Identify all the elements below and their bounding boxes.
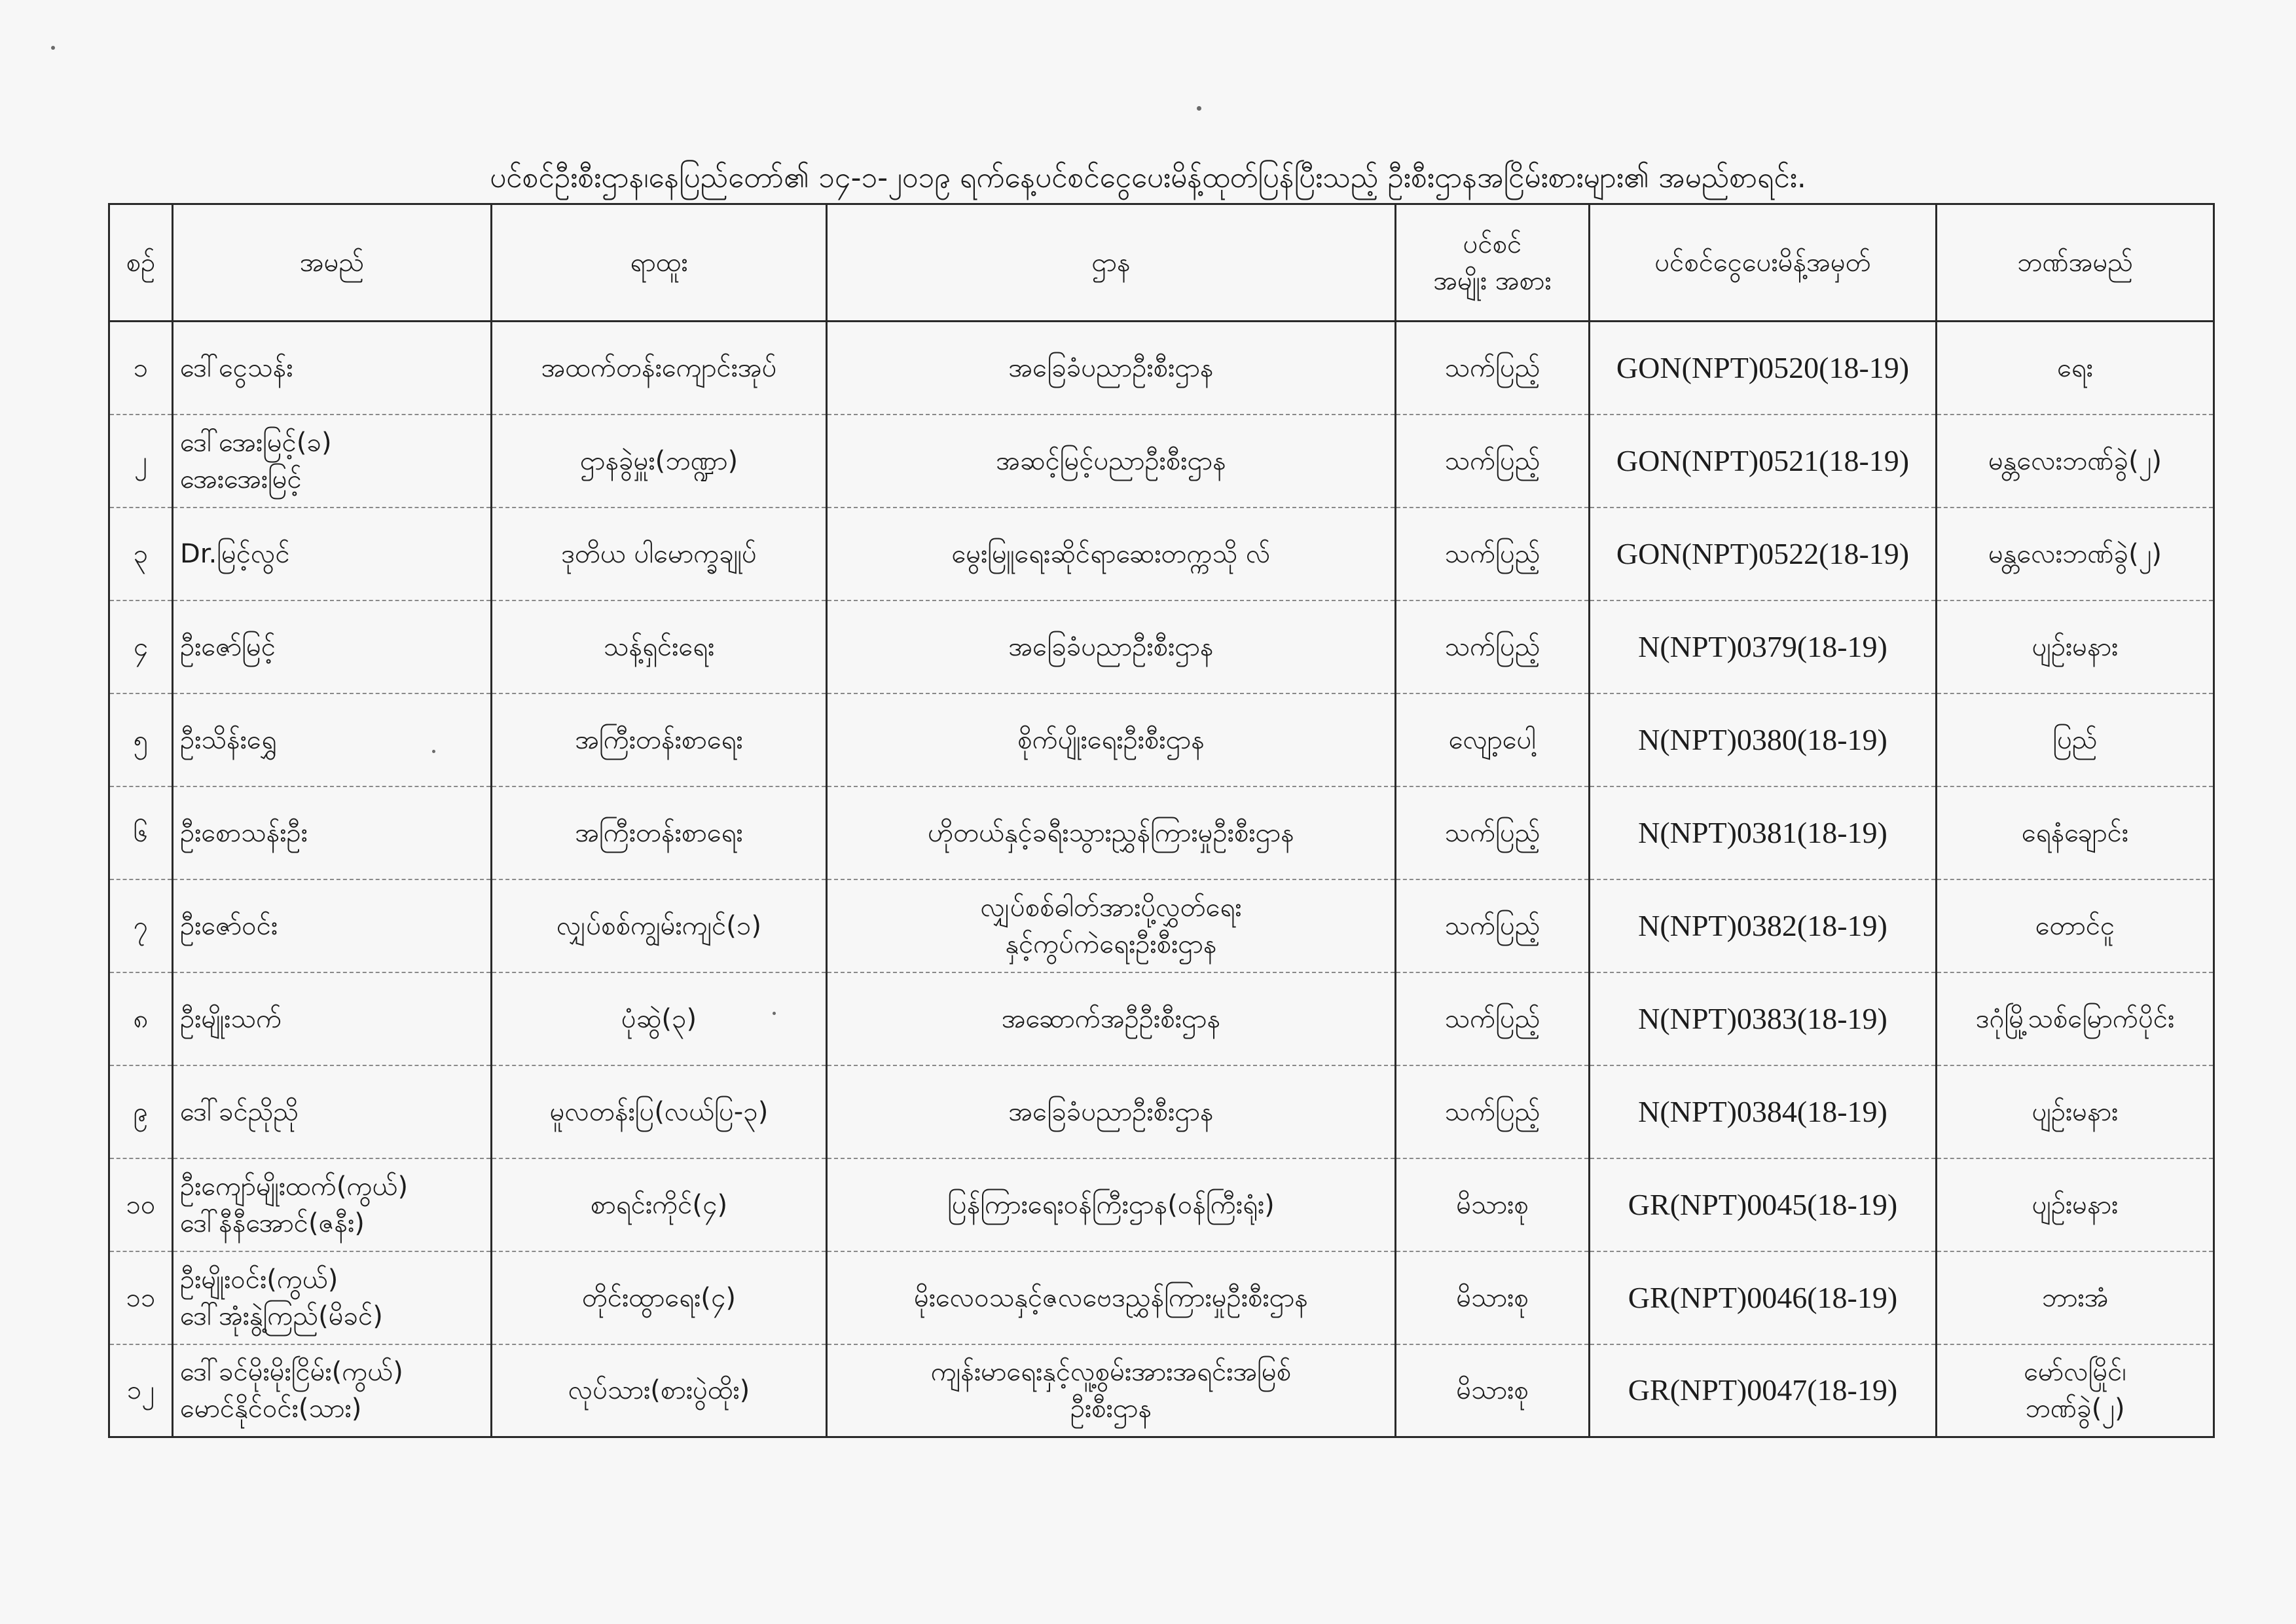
cell-serial: ၁၂ bbox=[109, 1344, 173, 1437]
cell-bank bbox=[1937, 507, 2214, 600]
cell-department bbox=[827, 1065, 1396, 1158]
cell-name-line: ဦးဇော်မြင့် bbox=[180, 631, 276, 662]
cell-bank-line: ရေး bbox=[2057, 352, 2093, 383]
cell-bank-line: ပျဉ်းမနား bbox=[2032, 1189, 2119, 1220]
cell-department-line: ကျန်းမာရေးနှင့်လူ့စွမ်းအားအရင်းအမြစ် bbox=[930, 1357, 1292, 1388]
cell-bank bbox=[1937, 1065, 2214, 1158]
cell-bank-line: ဘဏ်ခွဲ(၂) bbox=[2025, 1393, 2125, 1424]
header-license-number: ပင်စင်ငွေပေးမိန့်အမှတ် bbox=[1590, 204, 1937, 322]
scan-speck bbox=[432, 750, 435, 753]
cell-department bbox=[827, 693, 1396, 786]
cell-bank-line: မန္တလေးဘဏ်ခွဲ(၂) bbox=[1988, 445, 2162, 476]
cell-name bbox=[173, 693, 492, 786]
cell-name-line: အေးအေးမြင့် bbox=[180, 464, 302, 494]
cell-name bbox=[173, 1065, 492, 1158]
cell-bank bbox=[1937, 1344, 2214, 1437]
cell-name bbox=[173, 1344, 492, 1437]
cell-position bbox=[492, 1344, 827, 1437]
cell-license-number: N(NPT)0384(18-19) bbox=[1590, 1065, 1937, 1158]
header-position: ရာထူး bbox=[492, 204, 827, 322]
cell-department bbox=[827, 507, 1396, 600]
cell-department bbox=[827, 786, 1396, 879]
cell-department bbox=[827, 1158, 1396, 1251]
cell-bank-line: ရေနံချောင်း bbox=[2021, 817, 2129, 848]
cell-department-line: မိုးလေဝသနှင့်ဇလဗေဒညွှန်ကြားမှုဦးစီးဌာန bbox=[914, 1282, 1308, 1313]
cell-department-line: စိုက်ပျိုးရေးဦးစီးဌာန bbox=[1017, 724, 1205, 755]
table-row bbox=[109, 879, 2214, 972]
cell-license-number: N(NPT)0383(18-19) bbox=[1590, 972, 1937, 1065]
cell-name-line: ဦးစောသန်းဦး bbox=[180, 817, 308, 848]
cell-name bbox=[173, 1251, 492, 1344]
scan-speck bbox=[51, 46, 55, 50]
cell-position-line: အကြီးတန်းစာရေး bbox=[575, 817, 743, 848]
header-pension-type-line: အမျိုး အစား bbox=[1433, 266, 1552, 296]
cell-pension-type: သက်ပြည့် bbox=[1396, 507, 1590, 600]
cell-department bbox=[827, 415, 1396, 507]
cell-name-line: ဒေါ်အေးမြင့်(ခ) bbox=[180, 427, 332, 458]
cell-department-line: အဆောက်အဦဦးစီးဌာန bbox=[1001, 1003, 1221, 1034]
cell-serial: ၅ bbox=[109, 693, 173, 786]
cell-name-line: ဦးမျိုးဝင်း(ကွယ်) bbox=[180, 1264, 338, 1295]
cell-position bbox=[492, 1158, 827, 1251]
cell-position bbox=[492, 600, 827, 693]
table-row bbox=[109, 786, 2214, 879]
cell-pension-type: သက်ပြည့် bbox=[1396, 600, 1590, 693]
header-pension-type bbox=[1396, 204, 1590, 322]
cell-pension-type: သက်ပြည့် bbox=[1396, 1065, 1590, 1158]
cell-serial: ၉ bbox=[109, 1065, 173, 1158]
cell-position-line: ပုံဆွဲ(၃) bbox=[621, 1003, 697, 1034]
cell-bank bbox=[1937, 415, 2214, 507]
cell-position-line: အထက်တန်းကျောင်းအုပ် bbox=[541, 352, 777, 383]
cell-position bbox=[492, 1065, 827, 1158]
cell-license-number: GON(NPT)0522(18-19) bbox=[1590, 507, 1937, 600]
cell-position bbox=[492, 415, 827, 507]
cell-position-line: လျှပ်စစ်ကျွမ်းကျင်(၁) bbox=[556, 910, 762, 941]
cell-position bbox=[492, 507, 827, 600]
cell-serial: ၈ bbox=[109, 972, 173, 1065]
cell-pension-type: မိသားစု bbox=[1396, 1158, 1590, 1251]
table-body bbox=[109, 322, 2214, 1437]
cell-bank-line: မော်လမြိုင်၊ bbox=[2024, 1357, 2126, 1388]
cell-department bbox=[827, 1251, 1396, 1344]
cell-pension-type: မိသားစု bbox=[1396, 1251, 1590, 1344]
cell-serial: ၃ bbox=[109, 507, 173, 600]
cell-department bbox=[827, 972, 1396, 1065]
cell-name bbox=[173, 1158, 492, 1251]
cell-license-number: GR(NPT)0047(18-19) bbox=[1590, 1344, 1937, 1437]
scan-speck bbox=[1197, 106, 1201, 111]
cell-department bbox=[827, 1344, 1396, 1437]
cell-serial: ၁ bbox=[109, 322, 173, 415]
cell-bank-line: မန္တလေးဘဏ်ခွဲ(၂) bbox=[1988, 538, 2162, 569]
cell-name-line: ဒေါ်နီနီအောင်(ဇနီး) bbox=[180, 1208, 365, 1238]
table-row bbox=[109, 693, 2214, 786]
cell-position-line: ဒုတိယ ပါမောက္ခချုပ် bbox=[561, 538, 757, 569]
cell-position-line: မူလတန်းပြ(လယ်ပြ-၃) bbox=[549, 1096, 769, 1127]
header-bank: ဘဏ်အမည် bbox=[1937, 204, 2214, 322]
cell-bank bbox=[1937, 322, 2214, 415]
cell-bank-line: ပျဉ်းမနား bbox=[2032, 1096, 2119, 1127]
cell-name-line: ဦးဇော်ဝင်း bbox=[180, 910, 278, 941]
cell-name-line: ဦးကျော်မျိုးထက်(ကွယ်) bbox=[180, 1171, 409, 1202]
table-row bbox=[109, 1065, 2214, 1158]
cell-position bbox=[492, 322, 827, 415]
cell-license-number: GR(NPT)0045(18-19) bbox=[1590, 1158, 1937, 1251]
cell-license-number: N(NPT)0381(18-19) bbox=[1590, 786, 1937, 879]
cell-department-line: နှင့်ကွပ်ကဲရေးဦးစီးဌာန bbox=[1005, 929, 1217, 959]
cell-pension-type: သက်ပြည့် bbox=[1396, 322, 1590, 415]
cell-bank-line: ဒဂုံမြို့သစ်မြောက်ပိုင်း bbox=[1975, 1003, 2175, 1034]
cell-serial: ၁၁ bbox=[109, 1251, 173, 1344]
cell-name-line: ဦးသိန်းရွှေ bbox=[180, 724, 277, 755]
cell-department-line: ဟိုတယ်နှင့်ခရီးသွားညွှန်ကြားမှုဦးစီးဌာန bbox=[928, 817, 1294, 848]
cell-department-line: အခြေခံပညာဦးစီးဌာန bbox=[1008, 631, 1214, 662]
cell-bank-line: ပြည် bbox=[2052, 724, 2098, 755]
cell-department-line: မွေးမြူရေးဆိုင်ရာဆေးတက္ကသို လ် bbox=[951, 538, 1271, 569]
cell-bank bbox=[1937, 600, 2214, 693]
scan-speck bbox=[773, 1012, 776, 1015]
cell-license-number: N(NPT)0382(18-19) bbox=[1590, 879, 1937, 972]
cell-bank bbox=[1937, 786, 2214, 879]
page-title: ပင်စင်ဦးစီးဌာန၊နေပြည်တော်၏ ၁၄-၁-၂၀၁၉ ရက်နေ့ပင်စင်ငွေပေးမိန့်ထုတ်ပြန်ပြီးသည့် ဦးစီးဌာနအငြိမ်းစားများ၏ အမည်စာရင်း. bbox=[490, 161, 1806, 194]
pension-table bbox=[108, 203, 2215, 1438]
cell-bank-line: တောင်ငူ bbox=[2035, 910, 2115, 941]
cell-name bbox=[173, 322, 492, 415]
header-pension-type-line: ပင်စင် bbox=[1463, 229, 1522, 259]
cell-position bbox=[492, 693, 827, 786]
cell-position bbox=[492, 1251, 827, 1344]
cell-name bbox=[173, 507, 492, 600]
cell-position-line: စာရင်းကိုင်(၄) bbox=[590, 1189, 728, 1220]
table-row bbox=[109, 1251, 2214, 1344]
cell-serial: ၆ bbox=[109, 786, 173, 879]
table-row bbox=[109, 600, 2214, 693]
cell-department bbox=[827, 879, 1396, 972]
cell-department-line: အခြေခံပညာဦးစီးဌာန bbox=[1008, 1096, 1214, 1127]
pension-table-wrapper bbox=[108, 203, 2213, 1438]
cell-bank bbox=[1937, 972, 2214, 1065]
cell-serial: ၁၀ bbox=[109, 1158, 173, 1251]
table-row bbox=[109, 415, 2214, 507]
cell-pension-type: မိသားစု bbox=[1396, 1344, 1590, 1437]
table-row bbox=[109, 1344, 2214, 1437]
cell-name bbox=[173, 786, 492, 879]
cell-license-number: GON(NPT)0521(18-19) bbox=[1590, 415, 1937, 507]
cell-name bbox=[173, 415, 492, 507]
cell-bank bbox=[1937, 693, 2214, 786]
cell-pension-type: လျော့ပေါ့ bbox=[1396, 693, 1590, 786]
cell-serial: ၄ bbox=[109, 600, 173, 693]
cell-license-number: GR(NPT)0046(18-19) bbox=[1590, 1251, 1937, 1344]
cell-position bbox=[492, 879, 827, 972]
header-department: ဌာန bbox=[827, 204, 1396, 322]
cell-position bbox=[492, 786, 827, 879]
cell-name bbox=[173, 972, 492, 1065]
cell-bank bbox=[1937, 1158, 2214, 1251]
cell-pension-type: သက်ပြည့် bbox=[1396, 415, 1590, 507]
cell-name-line: ဒေါ်ခင်မိုးမိုးငြိမ်း(ကွယ်) bbox=[180, 1357, 403, 1388]
cell-name-line: Dr.မြင့်လွင် bbox=[180, 538, 290, 569]
table-header-row bbox=[109, 204, 2214, 322]
cell-name-line: ဒေါ်အုံးနွဲ့ကြည်(မိခင်) bbox=[180, 1301, 383, 1331]
cell-pension-type: သက်ပြည့် bbox=[1396, 879, 1590, 972]
cell-name-line: ဒေါ်ငွေသန်း bbox=[180, 352, 293, 383]
cell-position bbox=[492, 972, 827, 1065]
cell-bank-line: ပျဉ်းမနား bbox=[2032, 631, 2119, 662]
cell-bank-line: ဘားအံ bbox=[2041, 1282, 2109, 1313]
cell-name-line: ဒေါ်ခင်ညိုညို bbox=[180, 1096, 299, 1127]
cell-position-line: သန့်ရှင်းရေး bbox=[603, 631, 715, 662]
cell-department-line: လျှပ်စစ်ဓါတ်အားပို့လွှတ်ရေး bbox=[980, 892, 1242, 923]
cell-department-line: ဦးစီးဌာန bbox=[1070, 1393, 1152, 1424]
cell-department bbox=[827, 600, 1396, 693]
cell-department bbox=[827, 322, 1396, 415]
cell-department-line: အဆင့်မြင့်ပညာဦးစီးဌာန bbox=[996, 445, 1226, 476]
header-serial: စဉ် bbox=[109, 204, 173, 322]
header-name: အမည် bbox=[173, 204, 492, 322]
table-row bbox=[109, 507, 2214, 600]
cell-position-line: တိုင်းထွာရေး(၄) bbox=[582, 1282, 736, 1313]
cell-department-line: ပြန်ကြားရေးဝန်ကြီးဌာန(ဝန်ကြီးရုံး) bbox=[947, 1189, 1275, 1220]
cell-license-number: N(NPT)0380(18-19) bbox=[1590, 693, 1937, 786]
cell-position-line: အကြီးတန်းစာရေး bbox=[575, 724, 743, 755]
cell-department-line: အခြေခံပညာဦးစီးဌာန bbox=[1008, 352, 1214, 383]
cell-serial: ၇ bbox=[109, 879, 173, 972]
cell-name-line: ဦးမျိုးသက် bbox=[180, 1003, 282, 1034]
cell-name bbox=[173, 879, 492, 972]
table-row bbox=[109, 322, 2214, 415]
cell-pension-type: သက်ပြည့် bbox=[1396, 972, 1590, 1065]
cell-name-line: မောင်နိုင်ဝင်း(သား) bbox=[180, 1393, 362, 1424]
cell-name bbox=[173, 600, 492, 693]
cell-serial: ၂ bbox=[109, 415, 173, 507]
cell-position-line: လုပ်သား(စားပွဲထိုး) bbox=[568, 1375, 750, 1406]
table-row bbox=[109, 1158, 2214, 1251]
cell-bank bbox=[1937, 879, 2214, 972]
table-row bbox=[109, 972, 2214, 1065]
cell-license-number: N(NPT)0379(18-19) bbox=[1590, 600, 1937, 693]
cell-license-number: GON(NPT)0520(18-19) bbox=[1590, 322, 1937, 415]
cell-position-line: ဌာနခွဲမှူး(ဘဏ္ဍာ) bbox=[579, 445, 738, 476]
cell-bank bbox=[1937, 1251, 2214, 1344]
cell-pension-type: သက်ပြည့် bbox=[1396, 786, 1590, 879]
